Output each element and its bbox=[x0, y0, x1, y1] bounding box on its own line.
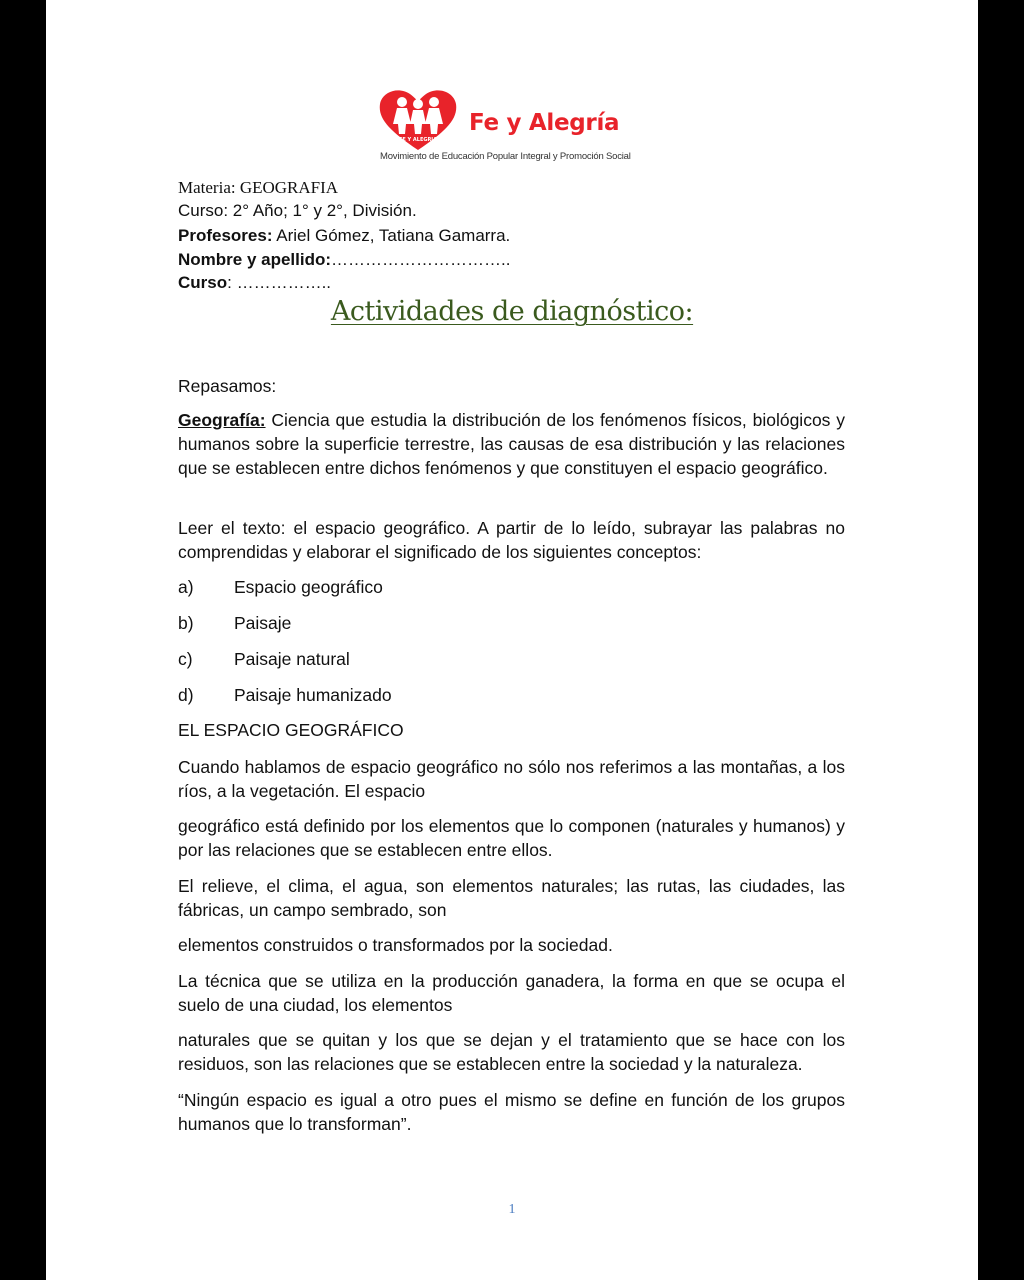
document-page bbox=[46, 0, 978, 1280]
instruction-paragraph: Leer el texto: el espacio geográfico. A partir de lo leído, subrayar las palabras no comprendidas y elaborar el significado de los siguientes conceptos: bbox=[178, 518, 845, 562]
materia-line: Materia: GEOGRAFIA bbox=[178, 178, 339, 197]
heart-children-icon bbox=[378, 88, 458, 152]
body-paragraph: geográfico está definido por los elementos que lo componen (naturales y humanos) y por las relaciones que se establecen entre ellos. bbox=[178, 816, 845, 860]
concept-item: c) Paisaje natural bbox=[178, 649, 350, 669]
profesores-label: Profesores: bbox=[178, 226, 273, 245]
nombre-line bbox=[178, 250, 510, 270]
concept-item: a) Espacio geográfico bbox=[178, 577, 383, 597]
body-paragraph: La técnica que se utiliza en la producción ganadera, la forma en que se ocupa el suelo de una ciudad, los elementos bbox=[178, 971, 845, 1015]
nombre-label: Nombre y apellido: bbox=[178, 250, 332, 269]
page-title: Actividades de diagnóstico: bbox=[330, 296, 694, 327]
fe-y-alegria-logo bbox=[378, 88, 658, 168]
profesores-value: Ariel Gómez, Tatiana Gamarra. bbox=[272, 226, 511, 245]
body-paragraph: Cuando hablamos de espacio geográfico no sólo nos referimos a las montañas, a los ríos, a la vegetación. El espacio bbox=[178, 757, 845, 801]
quote-paragraph: “Ningún espacio es igual a otro pues el mismo se define en función de los grupos humanos que lo transforman”. bbox=[178, 1090, 845, 1134]
body-paragraph: El relieve, el clima, el agua, son elementos naturales; las rutas, las ciudades, las fábricas, un campo sembrado, son bbox=[178, 876, 845, 920]
curso-blank-line bbox=[178, 273, 331, 293]
body-paragraph: naturales que se quitan y los que se dejan y el tratamiento que se hace con los residuos, son las relaciones que se establecen entre la sociedad y la naturaleza. bbox=[178, 1030, 845, 1074]
curso-blank: : …………….. bbox=[227, 273, 332, 292]
geografia-label: Geografía: bbox=[178, 410, 266, 430]
profesores-line bbox=[178, 226, 510, 246]
nombre-blank: ………………………….. bbox=[331, 250, 511, 269]
body-paragraph: elementos construidos o transformados por la sociedad. bbox=[178, 935, 613, 955]
page-number: 1 bbox=[508, 1202, 516, 1217]
concept-item: d) Paisaje humanizado bbox=[178, 685, 392, 705]
brand-name: Fe y Alegría bbox=[469, 110, 620, 136]
repasamos-label: Repasamos: bbox=[178, 376, 277, 396]
brand-tagline: Movimiento de Educación Popular Integral y Promoción Social bbox=[380, 151, 631, 162]
curso-label: Curso bbox=[178, 273, 228, 292]
geografia-definition bbox=[178, 408, 845, 480]
svg-text:FE Y ALEGRIA: FE Y ALEGRIA bbox=[398, 137, 438, 143]
concept-item: b) Paisaje bbox=[178, 613, 292, 633]
section-heading: EL ESPACIO GEOGRÁFICO bbox=[178, 720, 404, 740]
geografia-text: Ciencia que estudia la distribución de los fenómenos físicos, biológicos y humanos sobre la superficie terrestre, las causas de esa distribución y las relaciones que se establecen entre dichos fenómenos y que constituyen el espacio geográfico. bbox=[178, 410, 845, 478]
curso-line: Curso: 2° Año; 1° y 2°, División. bbox=[178, 201, 417, 220]
